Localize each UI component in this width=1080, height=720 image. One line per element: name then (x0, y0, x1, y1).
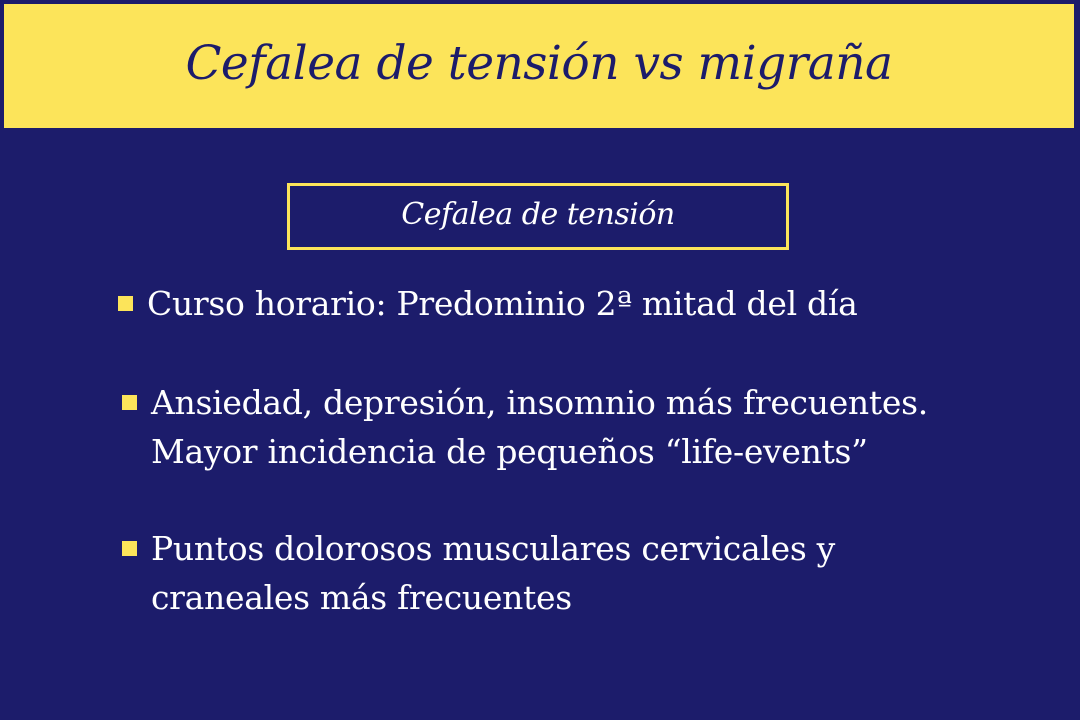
bullet-line: Mayor incidencia de pequeños “life-events” (151, 432, 868, 471)
square-bullet-icon (118, 296, 133, 311)
slide-title: Cefalea de tensión vs migraña (185, 35, 893, 91)
bullet-line: Puntos dolorosos musculares cervicales y (151, 529, 836, 568)
bullet-text (147, 279, 857, 328)
subtitle: Cefalea de tensión (401, 197, 675, 232)
bullet-text (151, 524, 835, 622)
bullet-line: Ansiedad, depresión, insomnio más frecuentes. (151, 383, 928, 422)
bullet-item (118, 279, 857, 328)
title-band (4, 4, 1074, 128)
square-bullet-icon (122, 395, 137, 410)
bullet-text (151, 378, 928, 476)
square-bullet-icon (122, 541, 137, 556)
bullet-item (122, 524, 835, 622)
bullet-item (122, 378, 928, 476)
subtitle-box (287, 183, 789, 250)
bullet-line: Curso horario: Predominio 2ª mitad del día (147, 284, 858, 323)
bullet-line: craneales más frecuentes (151, 578, 572, 617)
